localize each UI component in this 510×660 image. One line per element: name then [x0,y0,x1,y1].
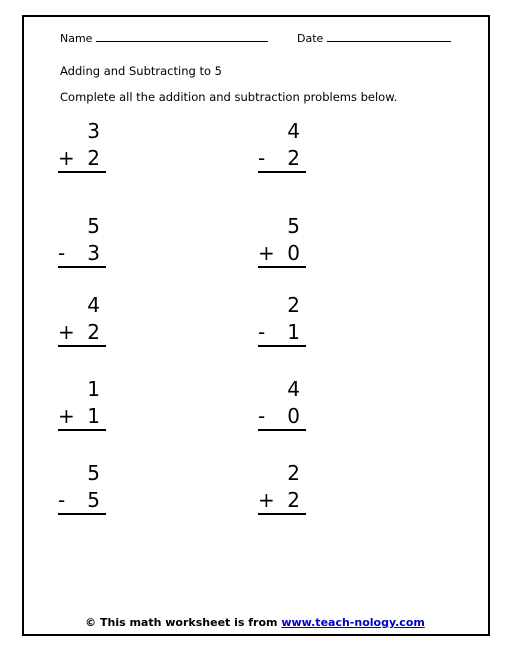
operator: + [258,488,275,512]
answer-line [58,266,106,268]
answer-line [58,345,106,347]
date-line [327,31,451,42]
top-number: 3 [87,119,100,143]
problem-8 [258,377,306,431]
operator: - [258,320,266,344]
date-label: Date [297,32,324,45]
bottom-number: 2 [287,146,300,170]
operator: - [258,146,266,170]
operator: - [258,404,266,428]
answer-line [258,266,306,268]
answer-line [58,429,106,431]
problem-3 [58,214,106,268]
answer-line [58,513,106,515]
answer-line [258,513,306,515]
problem-2 [258,119,306,173]
operator: + [58,146,75,170]
answer-line [258,171,306,173]
operator: - [58,488,66,512]
top-number: 5 [87,461,100,485]
top-number: 4 [287,119,300,143]
worksheet-title: Adding and Subtracting to 5 [60,64,222,78]
problem-6 [258,293,306,347]
bottom-number: 3 [87,241,100,265]
bottom-number: 1 [87,404,100,428]
teach-nology-link[interactable]: www.teach-nology.com [281,616,425,629]
top-number: 1 [87,377,100,401]
date-field [297,31,451,45]
name-line [96,31,268,42]
bottom-number: 5 [87,488,100,512]
top-number: 4 [287,377,300,401]
bottom-number: 2 [287,488,300,512]
bottom-number: 0 [287,241,300,265]
operator: + [58,404,75,428]
problem-1 [58,119,106,173]
problem-10 [258,461,306,515]
top-number: 5 [287,214,300,238]
answer-line [258,345,306,347]
name-field [60,31,268,45]
operator: - [58,241,66,265]
bottom-number: 1 [287,320,300,344]
top-number: 2 [287,461,300,485]
footer-credit [0,616,510,629]
problem-7 [58,377,106,431]
worksheet-instructions: Complete all the addition and subtraction problems below. [60,90,398,104]
name-label: Name [60,32,93,45]
bottom-number: 2 [87,320,100,344]
answer-line [58,171,106,173]
problem-9 [58,461,106,515]
operator: + [58,320,75,344]
top-number: 2 [287,293,300,317]
problem-5 [58,293,106,347]
bottom-number: 2 [87,146,100,170]
operator: + [258,241,275,265]
footer-copyright: © This math worksheet is from [85,616,278,629]
top-number: 4 [87,293,100,317]
problem-4 [258,214,306,268]
top-number: 5 [87,214,100,238]
answer-line [258,429,306,431]
bottom-number: 0 [287,404,300,428]
